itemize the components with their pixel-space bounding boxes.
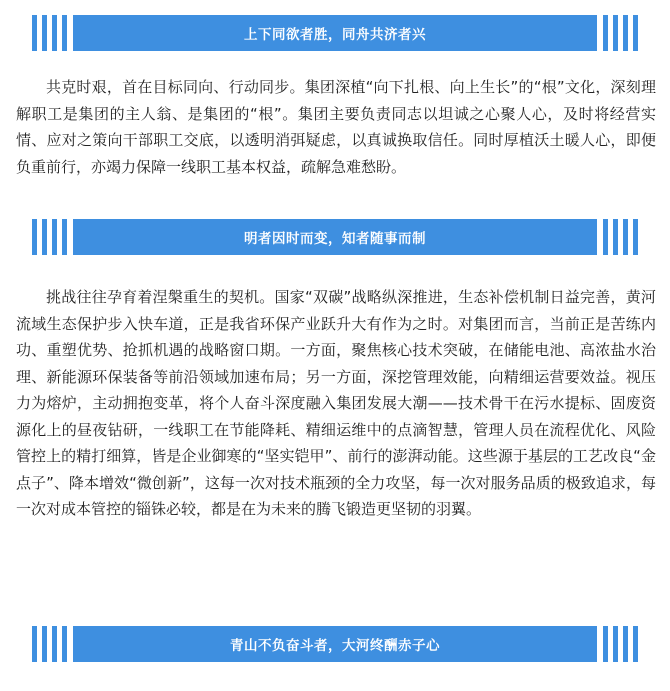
section-title-1: 上下同欲者胜，同舟共济者兴 bbox=[73, 15, 597, 51]
section-banner-2 bbox=[32, 219, 638, 255]
stripes-right bbox=[603, 626, 638, 662]
section-paragraph-1: 共克时艰，首在目标同向、行动同步。集团深植“向下扎根、向上生长”的“根”文化，深刻理解职工是集团的主人翁、是集团的“根”。集团主要负责同志以坦诚之心聚人心，及时将经营实情、应对之策向干部职工交底，以透明消弭疑虑，以真诚换取信任。同时厚植沃土暖人心，即便负重前行，亦竭力保障一线职工基本权益，疏解急难愁盼。 bbox=[16, 78, 656, 176]
section-title-2: 明者因时而变，知者随事而制 bbox=[73, 219, 597, 255]
stripes-right bbox=[603, 15, 638, 51]
stripes-left bbox=[32, 15, 67, 51]
stripes-right bbox=[603, 219, 638, 255]
section-banner-1 bbox=[32, 15, 638, 51]
section-title-3: 青山不负奋斗者，大河终酬赤子心 bbox=[73, 626, 597, 662]
stripes-left bbox=[32, 219, 67, 255]
section-banner-3 bbox=[32, 626, 638, 662]
section-paragraph-2: 挑战往往孕育着涅槃重生的契机。国家“双碳”战略纵深推进，生态补偿机制日益完善，黄河流域生态保护步入快车道，正是我省环保产业跃升大有作为之时。对集团而言，当前正是苦练内功、重塑优势、抢抓机遇的战略窗口期。一方面，聚焦核心技术突破，在储能电池、高浓盐水治理、新能源环保装备等前沿领域加速布局；另一方面，深挖管理效能，向精细运营要效益。视压力为熔炉，主动拥抱变革，将个人奋斗深度融入集团发展大潮——技术骨干在污水提标、固废资源化上的昼夜钻研，一线职工在节能降耗、精细运维中的点滴智慧，管理人员在流程优化、风险管控上的精打细算，皆是企业御寒的“坚实铠甲”、前行的澎湃动能。这些源于基层的工艺改良“金点子”、降本增效“微创新”，这每一次对技术瓶颈的全力攻坚，每一次对服务品质的极致追求，每一次对成本管控的锱铢必较，都是在为未来的腾飞锻造更坚韧的羽翼。 bbox=[16, 288, 656, 518]
stripes-left bbox=[32, 626, 67, 662]
